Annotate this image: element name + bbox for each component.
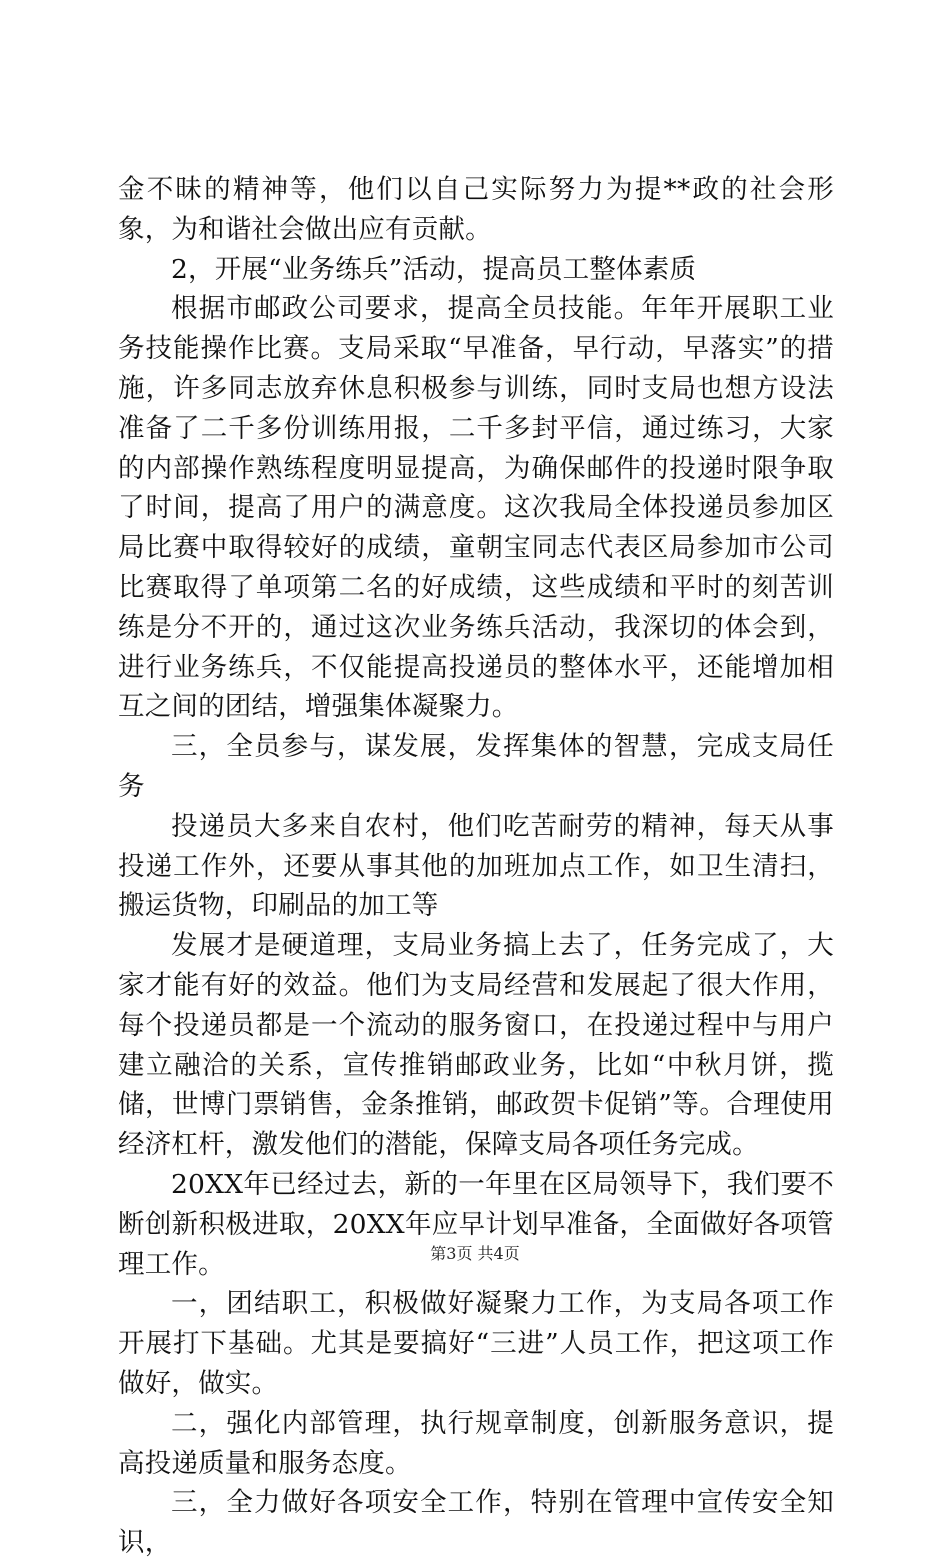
paragraph-7: 20XX年已经过去，新的一年里在区局领导下，我们要不断创新积极进取，20XX年应早计划早准备，全面做好各项管理工作。: [118, 1168, 834, 1280]
paragraph-2-heading: 2，开展“业务练兵”活动，提高员工整体素质: [171, 253, 697, 285]
paragraph-10: 三，全力做好各项安全工作，特别在管理中宣传安全知识，: [118, 1487, 834, 1559]
paragraph-9: 二，强化内部管理，执行规章制度，创新服务意识，提高投递质量和服务态度。: [118, 1407, 834, 1479]
paragraph-6: 发展才是硬道理，支局业务搞上去了，任务完成了，大家才能有好的效益。他们为支局经营和发展起了很大作用，每个投递员都是一个流动的服务窗口，在投递过程中与用户建立融洽的关系，宣传推销邮政业务，比如“中秋月饼，揽储，世博门票销售，金条推销，邮政贺卡促销”等。合理使用经济杠杆，激发他们的潜能，保障支局各项任务完成。: [118, 930, 834, 1161]
paragraph-8: 一，团结职工，积极做好凝聚力工作，为支局各项工作开展打下基础。尤其是要搞好“三进”人员工作，把这项工作做好，做实。: [118, 1288, 834, 1399]
page-number-footer: 第3页 共4页: [430, 1244, 520, 1263]
paragraph-1: 金不昧的精神等，他们以自己实际努力为提**政的社会形象，为和谐社会做出应有贡献。: [118, 174, 834, 245]
paragraph-5: 投递员大多来自农村，他们吃苦耐劳的精神，每天从事投递工作外，还要从事其他的加班加点工作，如卫生清扫，搬运货物，印刷品的加工等: [118, 810, 834, 922]
paragraph-3: 根据市邮政公司要求，提高全员技能。年年开展职工业务技能操作比赛。支局采取“早准备，早行动，早落实”的措施，许多同志放弃休息积极参与训练，同时支局也想方设法准备了二千多份训练用报，二千多封平信，通过练习，大家的内部操作熟练程度明显提高，为确保邮件的投递时限争取了时间，提高了用户的满意度。这次我局全体投递员参加区局比赛中取得较好的成绩，童朝宝同志代表区局参加市公司比赛取得了单项第二名的好成绩，这些成绩和平时的刻苦训练是分不开的，通过这次业务练兵活动，我深切的体会到，进行业务练兵，不仅能提高投递员的整体水平，还能增加相互之间的团结，增强集体凝聚力。: [118, 293, 834, 723]
document-body: [118, 170, 834, 1563]
paragraph-4-heading: 三，全员参与，谋发展，发挥集体的智慧，完成支局任务: [118, 731, 834, 802]
